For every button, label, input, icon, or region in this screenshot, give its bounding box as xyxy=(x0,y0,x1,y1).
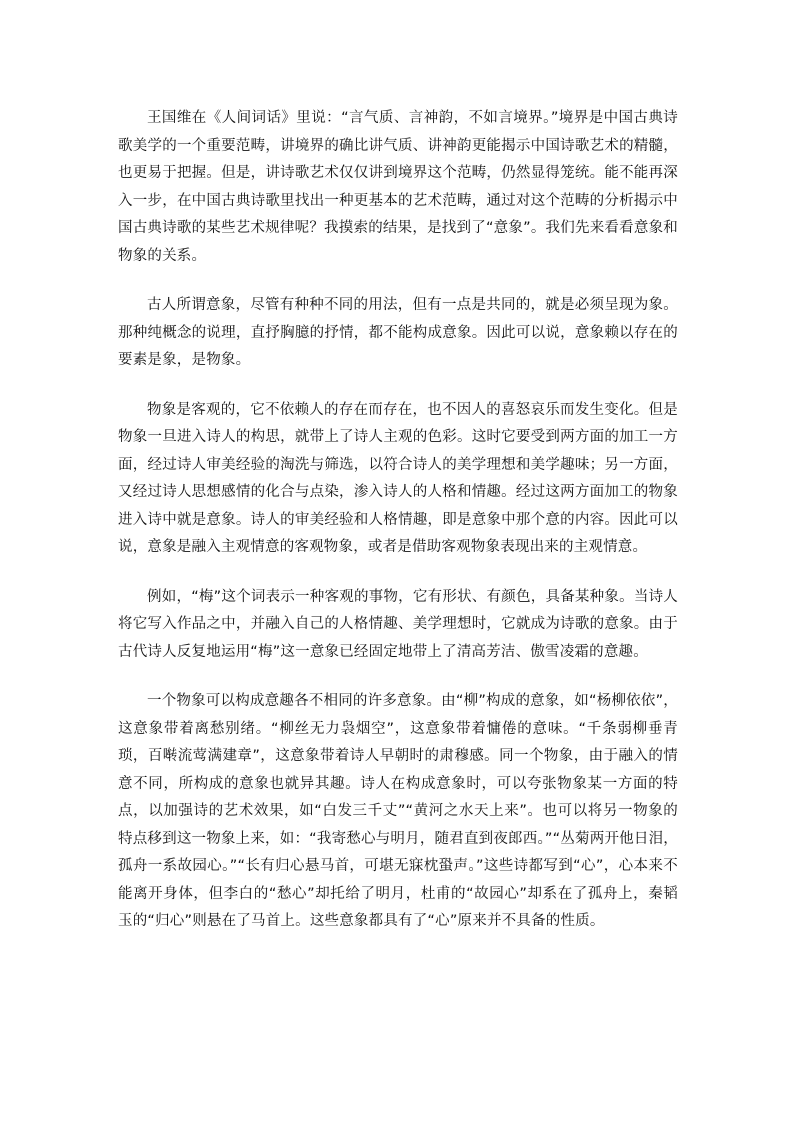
paragraph-4: 例如，“梅”这个词表示一种客观的事物，它有形状、有颜色，具备某种象。当诗人将它写入作品之中，并融入自己的人格情趣、美学理想时，它就成为诗歌的意象。由于古代诗人反复地运用“梅”这一意象已经固定地带上了清高芳洁、傲雪凌霜的意趣。 xyxy=(118,588,678,660)
paragraph-1: 王国维在《人间词话》里说：“言气质、言神韵，不如言境界。”境界是中国古典诗歌美学的一个重要范畴，讲境界的确比讲气质、讲神韵更能揭示中国诗歌艺术的精髓，也更易于把握。但是，讲诗歌艺术仅仅讲到境界这个范畴，仍然显得笼统。能不能再深入一步，在中国古典诗歌里找出一种更基本的艺术范畴，通过对这个范畴的分析揭示中国古典诗歌的某些艺术规律呢？我摸索的结果，是找到了“意象”。我们先来看看意象和物象的关系。 xyxy=(118,110,678,264)
document-page xyxy=(118,105,678,958)
paragraph-5: 一个物象可以构成意趣各不相同的许多意象。由“柳”构成的意象，如“杨柳依依”，这意象带着离愁别绪。“柳丝无力袅烟空”，这意象带着慵倦的意味。“千条弱柳垂青琐，百啭流莺满建章”，这意象带着诗人早朝时的肃穆感。同一个物象，由于融入的情意不同，所构成的意象也就异其趣。诗人在构成意象时，可以夸张物象某一方面的特点，以加强诗的艺术效果，如“白发三千丈”“黄河之水天上来”。也可以将另一物象的特点移到这一物象上来，如：“我寄愁心与明月，随君直到夜郎西。”“丛菊两开他日泪，孤舟一系故园心。”“长有归心悬马首，可堪无寐枕蛩声。”这些诗都写到“心”，心本来不能离开身体，但李白的“愁心”却托给了明月，杜甫的“故园心”却系在了孤舟上，秦韬玉的“归心”则悬在了马首上。这些意象都具有了“心”原来并不具备的性质。 xyxy=(118,693,678,929)
paragraph-3: 物象是客观的，它不依赖人的存在而存在，也不因人的喜怒哀乐而发生变化。但是物象一旦进入诗人的构思，就带上了诗人主观的色彩。这时它要受到两方面的加工一方面，经过诗人审美经验的淘洗与筛选，以符合诗人的美学理想和美学趣味；另一方面，又经过诗人思想感情的化合与点染，渗入诗人的人格和情趣。经过这两方面加工的物象进入诗中就是意象。诗人的审美经验和人格情趣，即是意象中那个意的内容。因此可以说，意象是融入主观情意的客观物象，或者是借助客观物象表现出来的主观情意。 xyxy=(118,401,678,555)
paragraph-2: 古人所谓意象，尽管有种种不同的用法，但有一点是共同的，就是必须呈现为象。那种纯概念的说理，直抒胸臆的抒情，都不能构成意象。因此可以说，意象赖以存在的要素是象，是物象。 xyxy=(118,297,678,368)
